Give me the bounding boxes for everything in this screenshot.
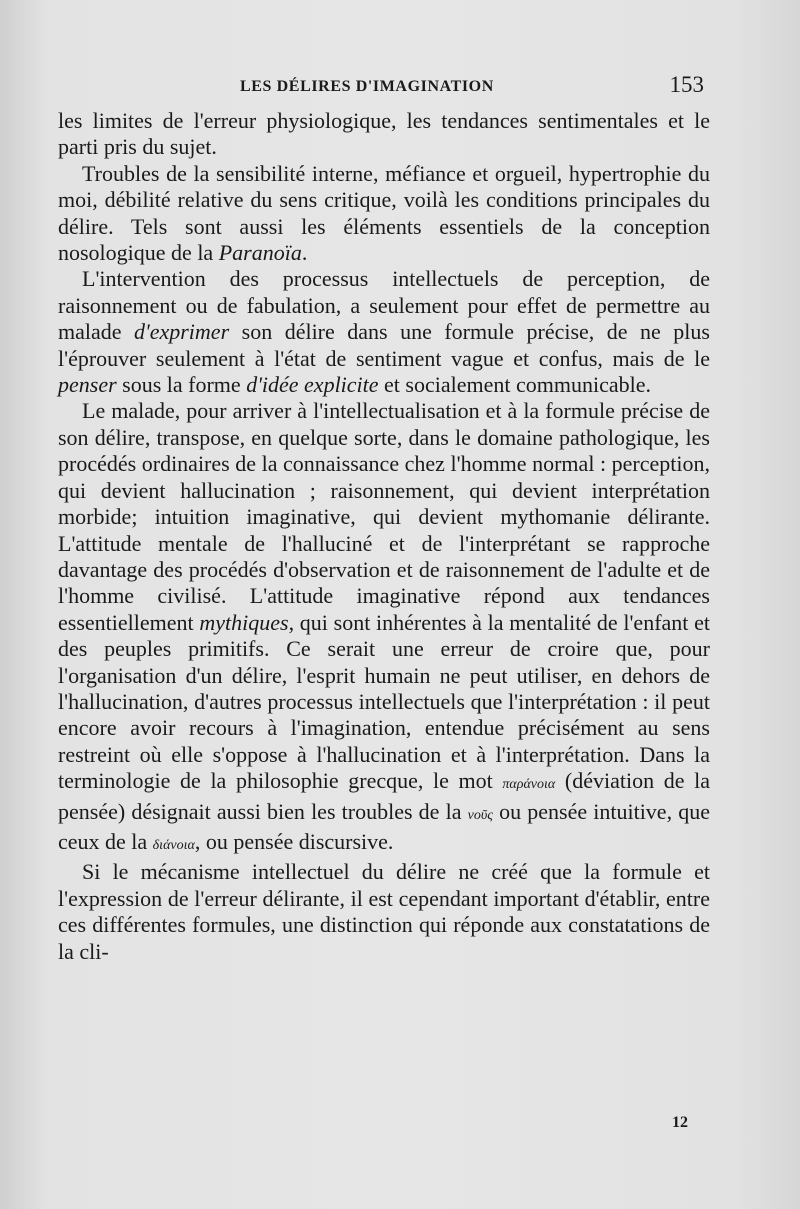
page-header <box>60 72 704 100</box>
paragraph-2-italic-paranoia: Paranoïa <box>218 240 302 266</box>
paragraph-3-italic-idee-explicite: d'idée explicite <box>246 372 379 398</box>
paragraph-2 <box>58 161 710 267</box>
paragraph-4-italic-mythiques: mythiques <box>199 609 289 635</box>
paragraph-1-text: les limites de l'erreur physiologique, les tendances sentimentales et le parti pris du sujet. <box>58 108 710 160</box>
paragraph-5 <box>58 859 710 965</box>
paragraph-3-part-3: sous la forme <box>116 372 247 398</box>
paragraph-4-part-4: ou pensée intuitive, que ceux de la <box>58 798 710 854</box>
paragraph-1 <box>58 108 710 161</box>
paragraph-3 <box>58 266 710 398</box>
paragraph-4 <box>58 398 710 859</box>
paragraph-2-end: . <box>301 240 308 266</box>
body-text <box>58 108 710 965</box>
signature-mark: 12 <box>672 1114 688 1131</box>
paragraph-3-italic-exprimer: d'exprimer <box>134 319 230 345</box>
paragraph-4-part-3: (déviation de la pensée) désignait aussi bien les troubles de la <box>58 768 710 824</box>
paragraph-5-text: Si le mécanisme intellectuel du délire ne créé que la formule et l'expression de l'erreur délirante, il est cependant important d'établir, entre ces différentes formules, une distinction qui réponde aux constatations de la cli- <box>58 859 710 964</box>
paragraph-4-part-1: Le malade, pour arriver à l'intellectualisation et à la formule précise de son délire, transpose, en quelque sorte, dans le domaine pathologique, les procédés ordinaires de la connaissance chez l'homme normal : perception, qui devient hallucination ; raisonnement, qui devient interprétation morbide; intuition imaginative, qui devient mythomanie délirante. L'attitude mentale de l'halluciné et de l'interprétant se rapproche davantage des procédés d'observation et de raisonnement de l'adulte et de l'homme civilisé. L'attitude imaginative répond aux tendances essentiellement <box>58 398 710 635</box>
paragraph-3-part-1: L'intervention des processus intellectuels de perception, de raisonnement ou de fabulation, a seulement pour effet de permettre au malade <box>58 266 710 345</box>
greek-word-dianoia: διάνοια <box>152 837 195 853</box>
greek-word-paranoia: παράνοια <box>502 777 556 793</box>
paragraph-2-text: Troubles de la sensibilité interne, méfiance et orgueil, hypertrophie du moi, débilité relative du sens critique, voilà les conditions principales du délire. Tels sont aussi les éléments essentiels de la conception nosologique de la <box>58 160 710 266</box>
running-title: LES DÉLIRES D'IMAGINATION <box>240 78 494 95</box>
paragraph-4-part-2: , qui sont inhérentes à la mentalité de l'enfant et des peuples primitifs. Ce serait une erreur de croire que, pour l'organisation d'un délire, l'esprit humain ne peut utiliser, en dehors de l'hallucination, d'autres processus intellectuels que l'interprétation : il peut encore avoir recours à l'imagination, entendue précisément au sens restreint où elle s'oppose à l'hallucination et à l'interprétation. Dans la terminologie de la philosophie grecque, le mot <box>58 609 711 794</box>
page-number: 153 <box>669 72 704 97</box>
greek-word-nous: νοῦς <box>467 807 493 823</box>
paragraph-3-part-2: son délire dans une formule précise, de ne plus l'éprouver seulement à l'état de sentiment vague et confus, mais de le <box>58 319 710 371</box>
paragraph-3-italic-penser: penser <box>58 372 117 398</box>
paragraph-3-part-4: et socialement communicable. <box>378 372 652 398</box>
paragraph-4-part-5: , ou pensée discursive. <box>194 828 394 854</box>
